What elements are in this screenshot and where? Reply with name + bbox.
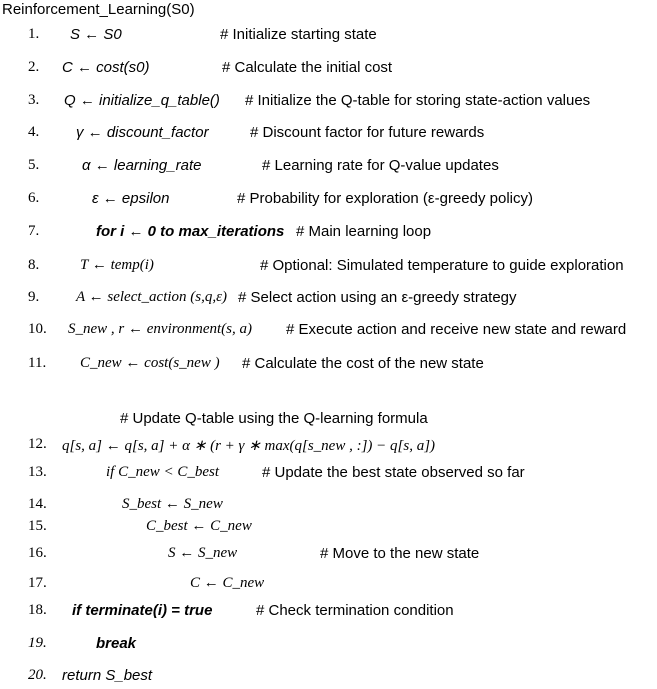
line-code: ε ← epsilon [92,190,170,207]
line-number: 12. [28,436,47,452]
line-code: S ← S_new [168,545,238,561]
algorithm-line-8 [0,257,657,279]
line-comment: # Move to the new state [320,545,480,562]
line-number: 5. [28,157,40,173]
line-number: 2. [28,59,40,75]
line-comment: # Check termination condition [256,602,454,619]
line-comment: # Initialize the Q-table for storing state-action values [245,92,591,109]
algorithm-line-10 [0,321,657,343]
line-number: 16. [28,545,47,561]
line-comment: # Update the best state observed so far [262,464,525,481]
line-code: C ← cost(s0) [62,59,150,76]
line-code: S ← S0 [70,26,122,43]
line-code: A ← select_action (s,q,ε) [76,289,228,305]
algorithm-line-7 [0,223,657,245]
algorithm-line-14 [0,496,657,518]
line-code: break [96,635,137,652]
algorithm-line-12 [0,436,657,458]
line-comment: # Select action using an ε-greedy strategy [238,289,517,306]
line-number: 6. [28,190,40,206]
line-comment: # Learning rate for Q-value updates [262,157,499,174]
line-number: 15. [28,518,47,534]
line-comment: # Calculate the initial cost [222,59,393,76]
algorithm-line-16 [0,545,657,567]
line-comment: # Main learning loop [296,223,432,240]
line-number: 10. [28,321,47,337]
line-number: 20. [28,667,47,683]
line-code: return S_best [62,667,153,684]
algorithm-line-4 [0,124,657,146]
line-number: 14. [28,496,47,512]
line-code: T ← temp(i) [80,257,154,273]
line-comment: # Optional: Simulated temperature to guide exploration [260,257,624,274]
line-comment: # Execute action and receive new state and reward [286,321,627,338]
algorithm-line-15 [0,518,657,540]
algorithm-comment-line [0,410,657,432]
line-code: if C_new < C_best [106,464,220,480]
algorithm-line-9 [0,289,657,311]
line-number: 18. [28,602,47,618]
line-number: 9. [28,289,40,305]
algorithm-line-2 [0,59,657,81]
algorithm-line-18 [0,602,657,624]
line-comment: # Initialize starting state [220,26,377,43]
line-number: 13. [28,464,47,480]
line-code: C_best ← C_new [146,518,252,534]
line-comment: # Discount factor for future rewards [250,124,485,141]
line-comment: # Probability for exploration (ε-greedy policy) [237,190,533,207]
line-code: S_best ← S_new [122,496,223,512]
line-number: 4. [28,124,40,140]
line-code: Q ← initialize_q_table() [64,92,220,109]
line-code: for i ← 0 to max_iterations [96,223,285,240]
line-number: 7. [28,223,40,239]
algorithm-line-17 [0,575,657,597]
line-code: S_new , r ← environment(s, a) [68,321,252,337]
algorithm-line-6 [0,190,657,212]
line-number: 8. [28,257,40,273]
line-number: 19. [28,635,47,651]
line-comment: # Update Q-table using the Q-learning formula [120,410,428,427]
line-number: 11. [28,355,47,371]
line-code: C_new ← cost(s_new ) [80,355,220,371]
algorithm-title: Reinforcement_Learning(S0) [2,1,195,18]
algorithm-line-20 [0,667,657,689]
algorithm-line-19 [0,635,657,657]
line-code: C ← C_new [190,575,265,591]
line-number: 1. [28,26,40,42]
line-comment: # Calculate the cost of the new state [242,355,484,372]
algorithm-line-1 [0,26,657,48]
line-number: 3. [28,92,40,108]
line-code: if terminate(i) = true [72,602,213,619]
algorithm-line-13 [0,464,657,486]
line-code: α ← learning_rate [82,157,202,174]
line-number: 17. [28,575,47,591]
line-code: γ ← discount_factor [76,124,209,141]
algorithm-line-3 [0,92,657,114]
algorithm-line-11 [0,355,657,377]
line-code: q[s, a] ← q[s, a] + α ∗ (r + γ ∗ max(q[s_new , :]) − q[s, a]) [62,438,436,454]
algorithm-line-5 [0,157,657,179]
